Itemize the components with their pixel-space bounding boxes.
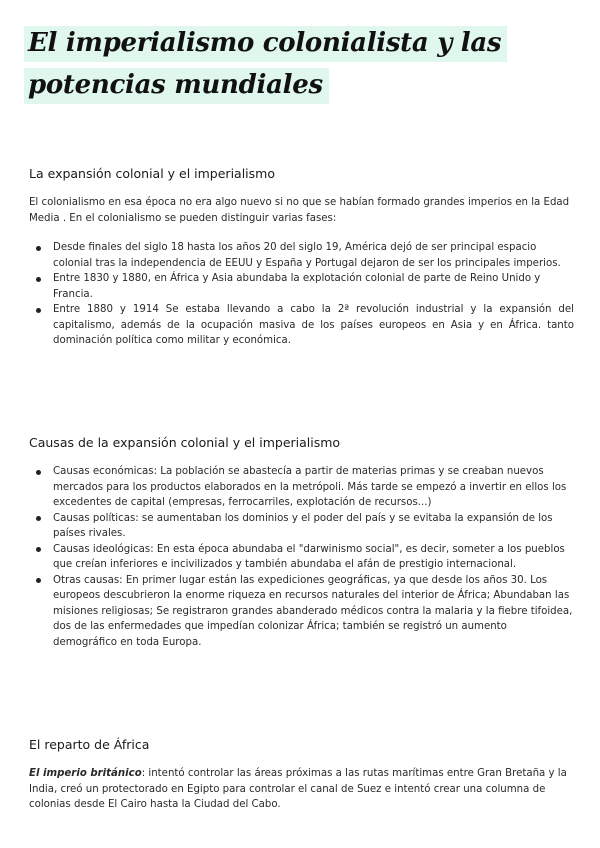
list-item: Entre 1880 y 1914 Se estaba llevando a cabo la 2ª revolución industrial y la expansión del capitalismo, además de la ocupación masiva de los países europeos en Asia y en África. tanto dominación política como militar y económica.: [29, 302, 574, 349]
section-heading-expansion: La expansión colonial y el imperialismo: [29, 166, 275, 181]
title-line-1: El imperialismo colonialista y las: [24, 26, 507, 62]
british-empire-paragraph: [29, 766, 574, 813]
phases-bullet-list: [29, 240, 574, 349]
bullet-icon: [36, 308, 41, 313]
title-line-2: potencias mundiales: [24, 68, 329, 104]
list-item: Otras causas: En primer lugar están las expediciones geográficas, ya que desde los años 30. Los europeos descubrieron la enorme riqueza en recursos naturales del interior de África; Abundaban las misiones religiosas; Se registraron grandes abanderado médicos contra la malaria y la fiebre tifoidea, dos de las enfermedades que impedían colonizar África; también se registró un aumento demográfico en toda Europa.: [29, 573, 574, 651]
section-heading-causes: Causas de la expansión colonial y el imperialismo: [29, 435, 341, 450]
bullet-icon: [36, 578, 41, 583]
bullet-icon: [36, 547, 41, 552]
causes-bullet-list: [29, 464, 574, 650]
bullet-icon: [36, 470, 41, 475]
british-empire-text: : intentó controlar las áreas próximas a las rutas marítimas entre Gran Bretaña y la India, creó un protectorado en Egipto para controlar el canal de Suez e intentó crear una columna de colonias desde El Cairo hasta la Ciudad del Cabo.: [29, 768, 567, 810]
list-item: Causas políticas: se aumentaban los dominios y el poder del país y se evitaba la expansión de los países rivales.: [29, 511, 574, 542]
bullet-icon: [36, 277, 41, 282]
bullet-icon: [36, 246, 41, 251]
list-item: Desde finales del siglo 18 hasta los años 20 del siglo 19, América dejó de ser principal espacio colonial tras la independencia de EEUU y España y Portugal dejaron de ser los principales imperios.: [29, 240, 574, 271]
section-heading-reparto: El reparto de África: [29, 737, 150, 752]
list-item: Causas económicas: La población se abastecía a partir de materias primas y se creaban nuevos mercados para los productos elaborados en la metrópoli. Más tarde se empezó a invertir en ellos los excedentes de capital (empresas, ferrocarriles, explotación de recursos...): [29, 464, 574, 511]
section-intro-paragraph: El colonialismo en esa época no era algo nuevo si no que se habían formado grandes imperios en la Edad Media . En el colonialismo se pueden distinguir varias fases:: [29, 197, 570, 224]
british-empire-label: El imperio británico: [29, 768, 142, 779]
list-item: Causas ideológicas: En esta época abundaba el "darwinismo social", es decir, someter a los pueblos que creían inferiores e incivilizados y también abundaba el afán de prestigio internacional.: [29, 542, 574, 573]
document-title: [24, 26, 576, 110]
bullet-icon: [36, 516, 41, 521]
list-item: Entre 1830 y 1880, en África y Asia abundaba la explotación colonial de parte de Reino Unido y Francia.: [29, 271, 574, 302]
